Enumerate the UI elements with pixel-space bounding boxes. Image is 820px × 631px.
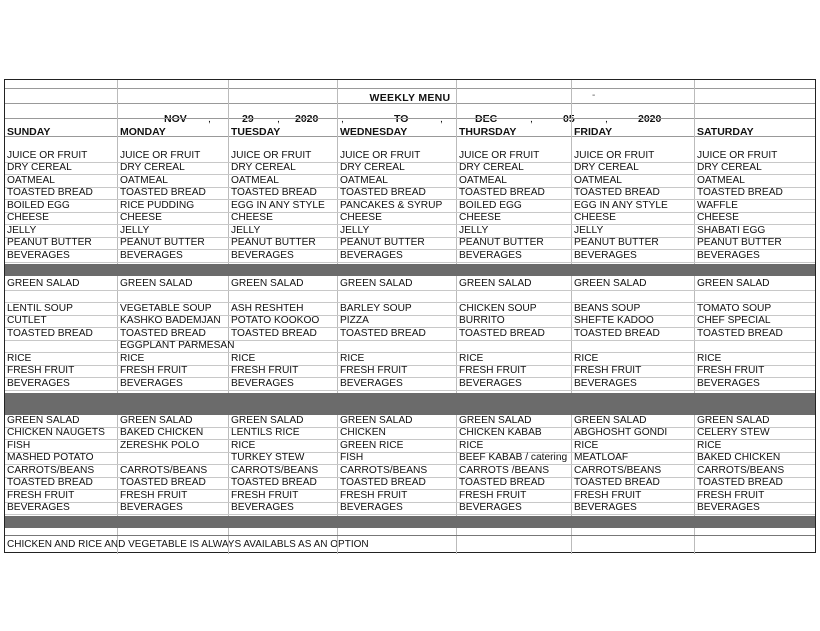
lunch-item: EGGPLANT PARMESAN	[120, 340, 235, 352]
column-divider	[456, 80, 457, 554]
lunch-item: FRESH FRUIT	[574, 365, 642, 377]
lunch-item: RICE	[231, 352, 256, 364]
dinner-item: BEVERAGES	[459, 502, 522, 514]
lunch-item: TOASTED BREAD	[697, 327, 783, 339]
dinner-item: BEVERAGES	[340, 502, 403, 514]
dinner-item: BEVERAGES	[120, 502, 183, 514]
lunch-item: RICE	[697, 352, 722, 364]
lunch-item: FRESH FRUIT	[459, 365, 527, 377]
dinner-item: GREEN SALAD	[574, 415, 647, 426]
breakfast-item: DRY CEREAL	[340, 162, 405, 174]
lunch-item: FRESH FRUIT	[231, 365, 299, 377]
to-month: DEC	[475, 113, 498, 125]
dinner-item: CHICKEN KABAB	[459, 427, 542, 439]
weekly-menu-sheet	[4, 79, 816, 553]
comma-1: ,	[208, 113, 211, 125]
lunch-item: RICE	[574, 352, 599, 364]
dinner-item: FRESH FRUIT	[231, 489, 299, 501]
lunch-item: FRESH FRUIT	[7, 365, 75, 377]
dinner-row-rule	[5, 514, 815, 515]
breakfast-item: BEVERAGES	[7, 249, 70, 261]
dinner-item: FRESH FRUIT	[340, 489, 408, 501]
breakfast-item: EGG IN ANY STYLE	[231, 199, 325, 211]
day-header-friday: FRIDAY	[574, 126, 613, 138]
lunch-item: GREEN SALAD	[7, 278, 80, 289]
dinner-item: CARROTS/BEANS	[697, 464, 785, 476]
breakfast-item: DRY CEREAL	[231, 162, 296, 174]
dinner-item: CHICKEN NAUGETS	[7, 427, 105, 439]
dinner-item: CARROTS /BEANS	[459, 464, 550, 476]
breakfast-item: TOASTED BREAD	[697, 187, 783, 199]
dinner-item: TOASTED BREAD	[340, 477, 426, 489]
lunch-item: TOASTED BREAD	[459, 327, 545, 339]
breakfast-item: TOASTED BREAD	[231, 187, 317, 199]
breakfast-item: TOASTED BREAD	[574, 187, 660, 199]
breakfast-item: JELLY	[231, 224, 261, 236]
lunch-item: GREEN SALAD	[231, 278, 304, 289]
breakfast-item: CHEESE	[697, 212, 739, 224]
day-header-saturday: SATURDAY	[697, 126, 754, 138]
dinner-item: GREEN SALAD	[231, 415, 304, 426]
dinner-item: BEEF KABAB / catering	[459, 452, 568, 464]
breakfast-item: DRY CEREAL	[697, 162, 762, 174]
dinner-item: CARROTS/BEANS	[7, 464, 95, 476]
breakfast-item: DRY CEREAL	[459, 162, 524, 174]
breakfast-item: OATMEAL	[574, 174, 622, 186]
column-divider	[694, 80, 695, 554]
lunch-item: BEVERAGES	[231, 377, 294, 389]
breakfast-item: JELLY	[7, 224, 37, 236]
lunch-item: GREEN SALAD	[574, 278, 647, 289]
breakfast-item: EGG IN ANY STYLE	[574, 199, 668, 211]
dinner-item: TOASTED BREAD	[231, 477, 317, 489]
dinner-item: GREEN SALAD	[697, 415, 770, 426]
breakfast-item: JELLY	[459, 224, 489, 236]
lunch-item: RICE	[340, 352, 365, 364]
to-year: 2020	[638, 113, 662, 125]
breakfast-item: JUICE OR FRUIT	[7, 150, 88, 161]
breakfast-item: BEVERAGES	[231, 249, 294, 261]
breakfast-item: OATMEAL	[697, 174, 745, 186]
day-header-wednesday: WEDNESDAY	[340, 126, 408, 138]
comma-4: ,	[440, 113, 443, 125]
to-day: 05	[563, 113, 575, 125]
menu-title: WEEKLY MENU	[369, 92, 451, 104]
dinner-row-rule	[5, 452, 815, 453]
lunch-item: CHEF SPECIAL	[697, 315, 771, 327]
breakfast-item: PEANUT BUTTER	[7, 237, 92, 249]
lunch-item: BEANS SOUP	[574, 302, 641, 314]
lunch-item: TOMATO SOUP	[697, 302, 772, 314]
breakfast-item: OATMEAL	[120, 174, 168, 186]
breakfast-row-rule	[5, 262, 815, 263]
comma-6: ,	[605, 113, 608, 125]
lunch-item: BARLEY SOUP	[340, 302, 412, 314]
lunch-item: BEVERAGES	[574, 377, 637, 389]
lunch-item: FRESH FRUIT	[120, 365, 188, 377]
breakfast-item: PEANUT BUTTER	[231, 237, 316, 249]
dinner-item: TOASTED BREAD	[120, 477, 206, 489]
dinner-item: CARROTS/BEANS	[574, 464, 662, 476]
from-year: 2020	[295, 113, 319, 125]
breakfast-item: JUICE OR FRUIT	[120, 150, 201, 161]
lunch-item: RICE	[120, 352, 145, 364]
breakfast-item: TOASTED BREAD	[120, 187, 206, 199]
column-divider	[337, 80, 338, 554]
breakfast-item: OATMEAL	[7, 174, 55, 186]
breakfast-item: DRY CEREAL	[574, 162, 639, 174]
breakfast-item: BEVERAGES	[120, 249, 183, 261]
breakfast-item: SHABATI EGG	[697, 224, 766, 236]
breakfast-item: PEANUT BUTTER	[697, 237, 782, 249]
dinner-item: RICE	[231, 439, 256, 451]
breakfast-item: PANCAKES & SYRUP	[340, 199, 443, 211]
breakfast-item: JELLY	[340, 224, 370, 236]
day-header-tuesday: TUESDAY	[231, 126, 281, 138]
day-header-monday: MONDAY	[120, 126, 166, 138]
dinner-item: BAKED CHICKEN	[120, 427, 204, 439]
breakfast-item: JUICE OR FRUIT	[697, 150, 778, 161]
breakfast-item: PEANUT BUTTER	[459, 237, 544, 249]
dinner-item: MASHED POTATO	[7, 452, 94, 464]
lunch-item: BURRITO	[459, 315, 505, 327]
lunch-item: BEVERAGES	[697, 377, 760, 389]
lunch-item: GREEN SALAD	[340, 278, 413, 289]
column-divider	[117, 80, 118, 554]
lunch-item: CUTLET	[7, 315, 47, 327]
dinner-item: FRESH FRUIT	[459, 489, 527, 501]
lunch-item: BEVERAGES	[340, 377, 403, 389]
dinner-item: FISH	[340, 452, 364, 464]
dinner-item: FISH	[7, 439, 31, 451]
dinner-item: BAKED CHICKEN	[697, 452, 781, 464]
breakfast-item: BEVERAGES	[697, 249, 760, 261]
breakfast-item: JUICE OR FRUIT	[459, 150, 540, 161]
dinner-item: CARROTS/BEANS	[340, 464, 428, 476]
lunch-item: CHICKEN SOUP	[459, 302, 537, 314]
breakfast-item: PEANUT BUTTER	[120, 237, 205, 249]
dinner-item: BEVERAGES	[231, 502, 294, 514]
breakfast-item: JELLY	[120, 224, 150, 236]
lunch-row-rule	[5, 390, 815, 391]
day-header-sunday: SUNDAY	[7, 126, 51, 138]
breakfast-item: JELLY	[574, 224, 604, 236]
lunch-item: RICE	[7, 352, 32, 364]
breakfast-item: OATMEAL	[231, 174, 279, 186]
breakfast-item: PEANUT BUTTER	[574, 237, 659, 249]
comma-2: ,	[277, 113, 280, 125]
breakfast-item: JUICE OR FRUIT	[231, 150, 312, 161]
lunch-item: TOASTED BREAD	[7, 327, 93, 339]
dinner-item: RICE	[459, 439, 484, 451]
breakfast-item: TOASTED BREAD	[340, 187, 426, 199]
breakfast-item: DRY CEREAL	[120, 162, 185, 174]
breakfast-item: JUICE OR FRUIT	[574, 150, 655, 161]
dinner-item: RICE	[574, 439, 599, 451]
from-day: 29	[242, 113, 254, 125]
dinner-item: GREEN SALAD	[7, 415, 80, 426]
comma-5: ,	[530, 113, 533, 125]
breakfast-item: DRY CEREAL	[7, 162, 72, 174]
dinner-item: FRESH FRUIT	[574, 489, 642, 501]
breakfast-item: BEVERAGES	[574, 249, 637, 261]
to-word: TO	[394, 113, 409, 125]
breakfast-item: JUICE OR FRUIT	[340, 150, 421, 161]
dinner-item: CARROTS/BEANS	[120, 464, 208, 476]
breakfast-item: OATMEAL	[340, 174, 388, 186]
dinner-item: GREEN SALAD	[120, 415, 193, 426]
from-month: NOV	[164, 113, 187, 125]
dinner-item: BEVERAGES	[697, 502, 760, 514]
breakfast-item: CHEESE	[574, 212, 616, 224]
meal-divider-band	[5, 393, 815, 415]
lunch-item: GREEN SALAD	[120, 278, 193, 289]
breakfast-item: BEVERAGES	[459, 249, 522, 261]
dinner-item: GREEN SALAD	[340, 415, 413, 426]
footer-note: CHICKEN AND RICE AND VEGETABLE IS ALWAYS AVAILABLS AS AN OPTION	[7, 539, 369, 550]
lunch-item: BEVERAGES	[7, 377, 70, 389]
dinner-item: FRESH FRUIT	[7, 489, 75, 501]
dinner-item: BEVERAGES	[7, 502, 70, 514]
lunch-item: GREEN SALAD	[697, 278, 770, 289]
breakfast-item: TOASTED BREAD	[459, 187, 545, 199]
lunch-item: TOASTED BREAD	[340, 327, 426, 339]
lunch-row-rule	[5, 290, 815, 291]
breakfast-item: OATMEAL	[459, 174, 507, 186]
lunch-item: BEVERAGES	[120, 377, 183, 389]
breakfast-item: CHEESE	[7, 212, 49, 224]
dinner-item: CELERY STEW	[697, 427, 770, 439]
breakfast-item: CHEESE	[120, 212, 162, 224]
dinner-item: TOASTED BREAD	[459, 477, 545, 489]
footer-rule	[5, 535, 815, 536]
dinner-item: FRESH FRUIT	[697, 489, 765, 501]
dinner-item: RICE	[697, 439, 722, 451]
lunch-item: SHEFTE KADOO	[574, 315, 654, 327]
breakfast-item: WAFFLE	[697, 199, 738, 211]
dinner-item: ABGHOSHT GONDI	[574, 427, 668, 439]
breakfast-item: BOILED EGG	[7, 199, 70, 211]
breakfast-item: PEANUT BUTTER	[340, 237, 425, 249]
lunch-item: POTATO KOOKOO	[231, 315, 320, 327]
dinner-item: TOASTED BREAD	[574, 477, 660, 489]
dinner-item: TOASTED BREAD	[7, 477, 93, 489]
lunch-item: TOASTED BREAD	[574, 327, 660, 339]
breakfast-item: TOASTED BREAD	[7, 187, 93, 199]
meal-divider-band	[5, 264, 815, 276]
lunch-item: FRESH FRUIT	[340, 365, 408, 377]
lunch-item: PIZZA	[340, 315, 369, 327]
lunch-item: GREEN SALAD	[459, 278, 532, 289]
lunch-item: TOASTED BREAD	[120, 327, 206, 339]
dinner-item: CARROTS/BEANS	[231, 464, 319, 476]
lunch-item: LENTIL SOUP	[7, 302, 73, 314]
comma-3: ,	[341, 113, 344, 125]
dinner-item: ZERESHK POLO	[120, 439, 200, 451]
breakfast-item: RICE PUDDING	[120, 199, 195, 211]
dinner-item: BEVERAGES	[574, 502, 637, 514]
dinner-item: FRESH FRUIT	[120, 489, 188, 501]
lunch-item: VEGETABLE SOUP	[120, 302, 212, 314]
lunch-item: TOASTED BREAD	[231, 327, 317, 339]
column-divider	[571, 80, 572, 554]
dinner-item: GREEN RICE	[340, 439, 404, 451]
lunch-item: ASH RESHTEH	[231, 302, 304, 314]
lunch-item: RICE	[459, 352, 484, 364]
breakfast-item: BOILED EGG	[459, 199, 522, 211]
title-mark: -	[592, 90, 596, 101]
day-header-thursday: THURSDAY	[459, 126, 517, 138]
dinner-item: MEATLOAF	[574, 452, 629, 464]
breakfast-item: CHEESE	[459, 212, 501, 224]
breakfast-item: CHEESE	[231, 212, 273, 224]
lunch-item: FRESH FRUIT	[697, 365, 765, 377]
breakfast-item: BEVERAGES	[340, 249, 403, 261]
lunch-item: KASHKO BADEMJAN	[120, 315, 221, 327]
dinner-item: TURKEY STEW	[231, 452, 305, 464]
dinner-item: TOASTED BREAD	[697, 477, 783, 489]
dinner-item: LENTILS RICE	[231, 427, 300, 439]
lunch-item: BEVERAGES	[459, 377, 522, 389]
column-divider	[228, 80, 229, 554]
dinner-item: CHICKEN	[340, 427, 386, 439]
meal-divider-band	[5, 516, 815, 528]
dinner-item: GREEN SALAD	[459, 415, 532, 426]
breakfast-item: CHEESE	[340, 212, 382, 224]
